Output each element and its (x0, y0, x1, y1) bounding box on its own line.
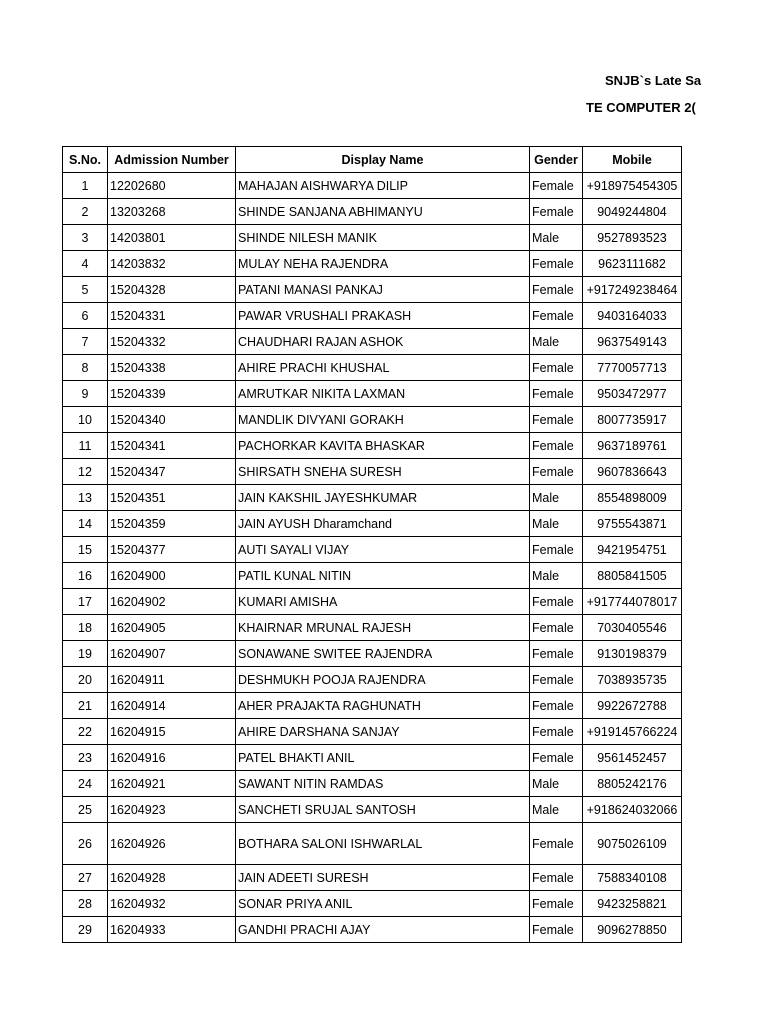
cell-display-name: GANDHI PRACHI AJAY (236, 917, 530, 943)
cell-display-name: DESHMUKH POOJA RAJENDRA (236, 667, 530, 693)
cell-sno: 11 (63, 433, 108, 459)
cell-display-name: SONAWANE SWITEE RAJENDRA (236, 641, 530, 667)
cell-mobile: 9049244804 (583, 199, 682, 225)
cell-sno: 27 (63, 865, 108, 891)
cell-sno: 26 (63, 823, 108, 865)
col-header-admission-number: Admission Number (108, 147, 236, 173)
cell-gender: Female (530, 823, 583, 865)
cell-gender: Female (530, 745, 583, 771)
cell-admission-number: 14203801 (108, 225, 236, 251)
cell-display-name: MULAY NEHA RAJENDRA (236, 251, 530, 277)
cell-sno: 21 (63, 693, 108, 719)
cell-mobile: +917744078017 (583, 589, 682, 615)
cell-mobile: +918975454305 (583, 173, 682, 199)
cell-admission-number: 15204340 (108, 407, 236, 433)
cell-display-name: PATANI MANASI PANKAJ (236, 277, 530, 303)
cell-mobile: 9403164033 (583, 303, 682, 329)
table-row (63, 615, 682, 641)
cell-sno: 28 (63, 891, 108, 917)
cell-gender: Female (530, 641, 583, 667)
col-header-display-name: Display Name (236, 147, 530, 173)
cell-admission-number: 15204351 (108, 485, 236, 511)
table-row (63, 865, 682, 891)
cell-mobile: +917249238464 (583, 277, 682, 303)
cell-sno: 5 (63, 277, 108, 303)
cell-display-name: PATEL BHAKTI ANIL (236, 745, 530, 771)
cell-sno: 4 (63, 251, 108, 277)
cell-mobile: 9423258821 (583, 891, 682, 917)
cell-sno: 15 (63, 537, 108, 563)
table-row (63, 589, 682, 615)
cell-display-name: BOTHARA SALONI ISHWARLAL (236, 823, 530, 865)
table-row (63, 511, 682, 537)
table-row (63, 693, 682, 719)
cell-admission-number: 16204932 (108, 891, 236, 917)
cell-admission-number: 15204359 (108, 511, 236, 537)
table-row (63, 251, 682, 277)
cell-admission-number: 16204928 (108, 865, 236, 891)
cell-mobile: 9503472977 (583, 381, 682, 407)
cell-mobile: +918624032066 (583, 797, 682, 823)
cell-gender: Female (530, 199, 583, 225)
cell-gender: Female (530, 433, 583, 459)
cell-sno: 13 (63, 485, 108, 511)
cell-admission-number: 16204900 (108, 563, 236, 589)
cell-display-name: KUMARI AMISHA (236, 589, 530, 615)
table-row (63, 225, 682, 251)
cell-admission-number: 16204907 (108, 641, 236, 667)
cell-admission-number: 15204339 (108, 381, 236, 407)
cell-sno: 12 (63, 459, 108, 485)
table-row (63, 745, 682, 771)
cell-admission-number: 15204347 (108, 459, 236, 485)
cell-admission-number: 15204338 (108, 355, 236, 381)
table-row (63, 823, 682, 865)
cell-display-name: MAHAJAN AISHWARYA DILIP (236, 173, 530, 199)
table-row (63, 797, 682, 823)
cell-display-name: CHAUDHARI RAJAN ASHOK (236, 329, 530, 355)
cell-display-name: AUTI SAYALI VIJAY (236, 537, 530, 563)
cell-gender: Female (530, 917, 583, 943)
cell-display-name: PATIL KUNAL NITIN (236, 563, 530, 589)
cell-mobile: 7770057713 (583, 355, 682, 381)
cell-mobile: 9130198379 (583, 641, 682, 667)
cell-admission-number: 15204331 (108, 303, 236, 329)
cell-sno: 14 (63, 511, 108, 537)
cell-mobile: 8554898009 (583, 485, 682, 511)
table-row (63, 485, 682, 511)
cell-mobile: 8805242176 (583, 771, 682, 797)
student-table (62, 146, 682, 943)
cell-mobile: 7588340108 (583, 865, 682, 891)
cell-admission-number: 15204328 (108, 277, 236, 303)
cell-sno: 18 (63, 615, 108, 641)
cell-gender: Female (530, 459, 583, 485)
cell-admission-number: 16204921 (108, 771, 236, 797)
cell-sno: 24 (63, 771, 108, 797)
cell-mobile: 9623111682 (583, 251, 682, 277)
cell-admission-number: 12202680 (108, 173, 236, 199)
cell-admission-number: 16204923 (108, 797, 236, 823)
cell-display-name: JAIN ADEETI SURESH (236, 865, 530, 891)
table-row (63, 303, 682, 329)
institution-title: SNJB`s Late Sa (605, 73, 702, 88)
cell-display-name: KHAIRNAR MRUNAL RAJESH (236, 615, 530, 641)
cell-mobile: 7030405546 (583, 615, 682, 641)
cell-mobile: 9755543871 (583, 511, 682, 537)
cell-display-name: JAIN KAKSHIL JAYESHKUMAR (236, 485, 530, 511)
cell-gender: Female (530, 589, 583, 615)
cell-mobile: 9607836643 (583, 459, 682, 485)
cell-display-name: SANCHETI SRUJAL SANTOSH (236, 797, 530, 823)
cell-mobile: 9561452457 (583, 745, 682, 771)
cell-gender: Female (530, 381, 583, 407)
cell-sno: 29 (63, 917, 108, 943)
table-row (63, 459, 682, 485)
table-row (63, 771, 682, 797)
table-row (63, 891, 682, 917)
cell-mobile: 9637189761 (583, 433, 682, 459)
cell-gender: Male (530, 797, 583, 823)
cell-gender: Male (530, 329, 583, 355)
table-row (63, 173, 682, 199)
cell-gender: Female (530, 891, 583, 917)
cell-mobile: +919145766224 (583, 719, 682, 745)
cell-display-name: SHINDE SANJANA ABHIMANYU (236, 199, 530, 225)
cell-mobile: 9075026109 (583, 823, 682, 865)
table-row (63, 563, 682, 589)
cell-sno: 7 (63, 329, 108, 355)
table-row (63, 329, 682, 355)
table-row (63, 407, 682, 433)
cell-gender: Female (530, 277, 583, 303)
table-row (63, 277, 682, 303)
cell-gender: Female (530, 355, 583, 381)
cell-sno: 1 (63, 173, 108, 199)
cell-sno: 3 (63, 225, 108, 251)
table-row (63, 433, 682, 459)
cell-sno: 10 (63, 407, 108, 433)
cell-display-name: JAIN AYUSH Dharamchand (236, 511, 530, 537)
cell-sno: 22 (63, 719, 108, 745)
table-row (63, 641, 682, 667)
cell-mobile: 8805841505 (583, 563, 682, 589)
cell-admission-number: 16204916 (108, 745, 236, 771)
col-header-sno: S.No. (63, 147, 108, 173)
cell-gender: Male (530, 225, 583, 251)
col-header-gender: Gender (530, 147, 583, 173)
cell-gender: Female (530, 667, 583, 693)
cell-admission-number: 16204915 (108, 719, 236, 745)
cell-display-name: SAWANT NITIN RAMDAS (236, 771, 530, 797)
cell-display-name: AHIRE DARSHANA SANJAY (236, 719, 530, 745)
cell-display-name: SHINDE NILESH MANIK (236, 225, 530, 251)
table-row (63, 381, 682, 407)
cell-mobile: 9637549143 (583, 329, 682, 355)
cell-display-name: SHIRSATH SNEHA SURESH (236, 459, 530, 485)
cell-display-name: SONAR PRIYA ANIL (236, 891, 530, 917)
cell-gender: Female (530, 693, 583, 719)
cell-sno: 16 (63, 563, 108, 589)
cell-display-name: AHIRE PRACHI KHUSHAL (236, 355, 530, 381)
cell-admission-number: 16204926 (108, 823, 236, 865)
cell-display-name: PACHORKAR KAVITA BHASKAR (236, 433, 530, 459)
cell-sno: 23 (63, 745, 108, 771)
cell-mobile: 8007735917 (583, 407, 682, 433)
cell-admission-number: 13203268 (108, 199, 236, 225)
cell-mobile: 9421954751 (583, 537, 682, 563)
cell-sno: 17 (63, 589, 108, 615)
table-row (63, 537, 682, 563)
cell-sno: 20 (63, 667, 108, 693)
cell-display-name: MANDLIK DIVYANI GORAKH (236, 407, 530, 433)
cell-admission-number: 15204341 (108, 433, 236, 459)
table-row (63, 667, 682, 693)
table-row (63, 719, 682, 745)
cell-sno: 9 (63, 381, 108, 407)
table-row (63, 355, 682, 381)
cell-gender: Female (530, 173, 583, 199)
cell-admission-number: 16204905 (108, 615, 236, 641)
col-header-mobile: Mobile (583, 147, 682, 173)
cell-sno: 19 (63, 641, 108, 667)
cell-gender: Female (530, 251, 583, 277)
cell-gender: Male (530, 771, 583, 797)
table-row (63, 199, 682, 225)
table-row (63, 917, 682, 943)
cell-gender: Male (530, 511, 583, 537)
cell-display-name: AMRUTKAR NIKITA LAXMAN (236, 381, 530, 407)
table-header-row (63, 147, 682, 173)
cell-mobile: 9096278850 (583, 917, 682, 943)
cell-sno: 6 (63, 303, 108, 329)
cell-sno: 25 (63, 797, 108, 823)
cell-admission-number: 16204902 (108, 589, 236, 615)
class-title: TE COMPUTER 2( (586, 100, 696, 115)
cell-mobile: 9922672788 (583, 693, 682, 719)
cell-admission-number: 16204911 (108, 667, 236, 693)
cell-display-name: PAWAR VRUSHALI PRAKASH (236, 303, 530, 329)
cell-admission-number: 16204914 (108, 693, 236, 719)
cell-display-name: AHER PRAJAKTA RAGHUNATH (236, 693, 530, 719)
cell-admission-number: 16204933 (108, 917, 236, 943)
cell-admission-number: 14203832 (108, 251, 236, 277)
cell-admission-number: 15204377 (108, 537, 236, 563)
cell-sno: 2 (63, 199, 108, 225)
cell-gender: Female (530, 865, 583, 891)
cell-gender: Female (530, 719, 583, 745)
cell-sno: 8 (63, 355, 108, 381)
cell-mobile: 7038935735 (583, 667, 682, 693)
cell-mobile: 9527893523 (583, 225, 682, 251)
cell-gender: Female (530, 303, 583, 329)
cell-gender: Male (530, 563, 583, 589)
cell-gender: Male (530, 485, 583, 511)
cell-gender: Female (530, 615, 583, 641)
cell-admission-number: 15204332 (108, 329, 236, 355)
cell-gender: Female (530, 407, 583, 433)
cell-gender: Female (530, 537, 583, 563)
